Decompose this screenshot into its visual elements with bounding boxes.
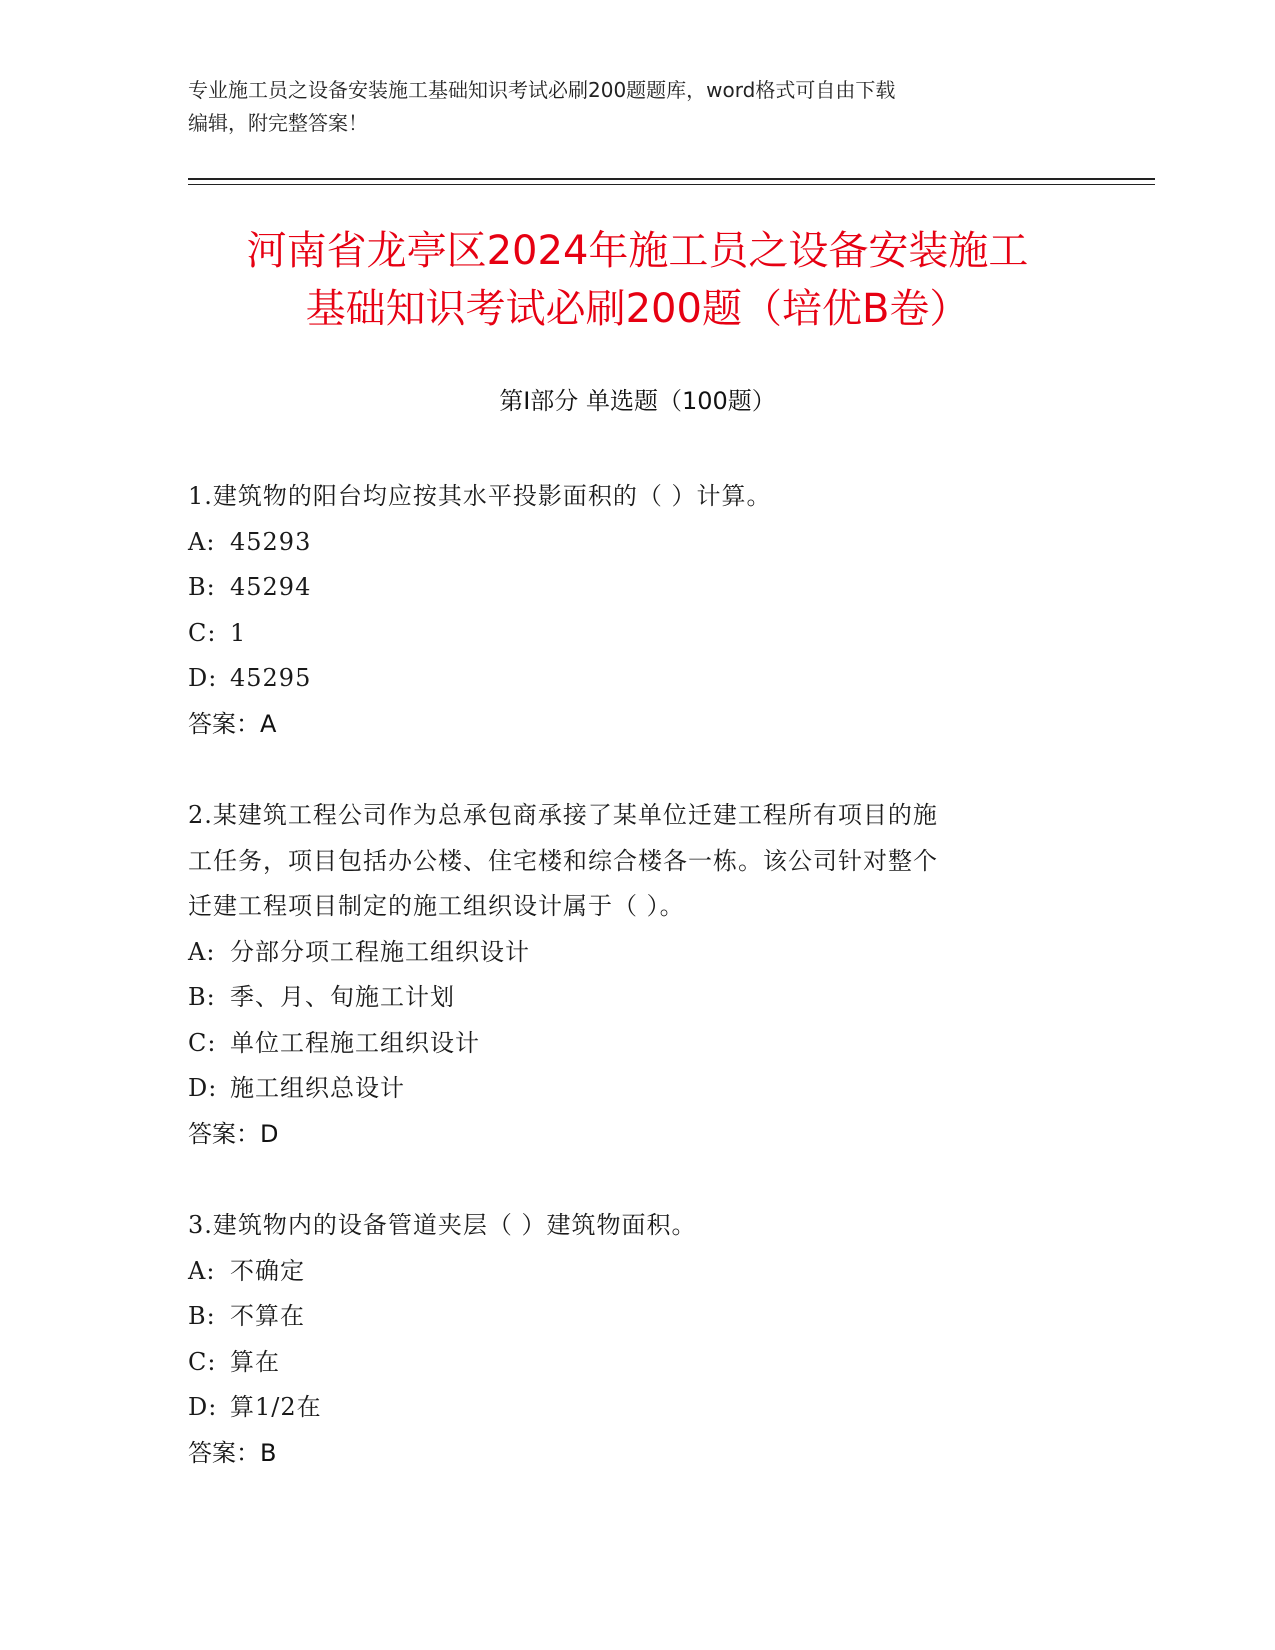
option-key: A:	[188, 937, 216, 966]
option-key: B:	[188, 573, 216, 601]
document-title-line-1: 河南省龙亭区2024年施工员之设备安装施工	[246, 228, 1029, 274]
option-text: 45293	[230, 527, 312, 556]
question-spacer	[188, 747, 1068, 793]
question-1	[188, 474, 1068, 747]
option-key: A:	[188, 1256, 216, 1285]
option-b	[188, 975, 1068, 1021]
option-key: C:	[188, 1028, 217, 1057]
question-spacer	[188, 1157, 1068, 1203]
option-text: 不算在	[230, 1302, 305, 1330]
question-stem-line-3: 迁建工程项目制定的施工组织设计属于（ ）。	[188, 892, 685, 920]
option-a	[188, 1249, 1068, 1295]
option-text: 季、月、旬施工计划	[230, 983, 455, 1011]
option-a	[188, 520, 1068, 566]
section-title: 第Ⅰ部分 单选题（100题）	[499, 387, 776, 415]
option-d	[188, 1385, 1068, 1431]
header-divider-thick	[188, 178, 1155, 180]
question-stem: 3.建筑物内的设备管道夹层（ ）建筑物面积。	[188, 1211, 697, 1239]
option-b	[188, 1294, 1068, 1340]
header-note	[188, 74, 1088, 140]
option-key: C:	[188, 1347, 217, 1376]
question-stem-line-1: 2.某建筑工程公司作为总承包商承接了某单位迁建工程所有项目的施	[188, 801, 938, 829]
option-text: 分部分项工程施工组织设计	[230, 937, 530, 966]
question-stem-line-2: 工任务，项目包括办公楼、住宅楼和综合楼各一栋。该公司针对整个	[188, 846, 938, 875]
answer-label: 答案：B	[188, 1438, 277, 1467]
answer-label: 答案：D	[188, 1119, 279, 1148]
option-text: 45295	[230, 664, 312, 692]
document-title	[150, 222, 1125, 338]
answer-label: 答案：A	[188, 709, 277, 738]
option-text: 算1/2在	[230, 1393, 322, 1421]
option-c	[188, 611, 1068, 657]
option-text: 不确定	[230, 1256, 305, 1285]
option-key: B:	[188, 1302, 216, 1330]
option-text: 单位工程施工组织设计	[230, 1028, 480, 1057]
option-key: B:	[188, 983, 216, 1011]
option-text: 施工组织总设计	[230, 1074, 405, 1102]
option-a	[188, 930, 1068, 976]
question-2	[188, 793, 1068, 1157]
option-c	[188, 1340, 1068, 1386]
option-key: D:	[188, 664, 218, 692]
question-stem: 1.建筑物的阳台均应按其水平投影面积的（ ）计算。	[188, 482, 772, 510]
option-d	[188, 1066, 1068, 1112]
option-key: C:	[188, 618, 217, 647]
option-text: 1	[230, 618, 247, 647]
option-key: D:	[188, 1074, 218, 1102]
header-note-line-1: 专业施工员之设备安装施工基础知识考试必刷200题题库，word格式可自由下载	[188, 78, 896, 102]
question-list	[188, 474, 1068, 1476]
option-text: 45294	[230, 573, 312, 601]
option-key: A:	[188, 527, 216, 556]
option-c	[188, 1021, 1068, 1067]
document-title-line-2: 基础知识考试必刷200题（培优B卷）	[305, 286, 970, 332]
question-3	[188, 1203, 1068, 1476]
header-divider-thin	[188, 184, 1155, 185]
header-note-line-2: 编辑，附完整答案！	[188, 111, 368, 135]
option-b	[188, 565, 1068, 611]
option-key: D:	[188, 1393, 218, 1421]
option-text: 算在	[230, 1347, 280, 1376]
option-d	[188, 656, 1068, 702]
